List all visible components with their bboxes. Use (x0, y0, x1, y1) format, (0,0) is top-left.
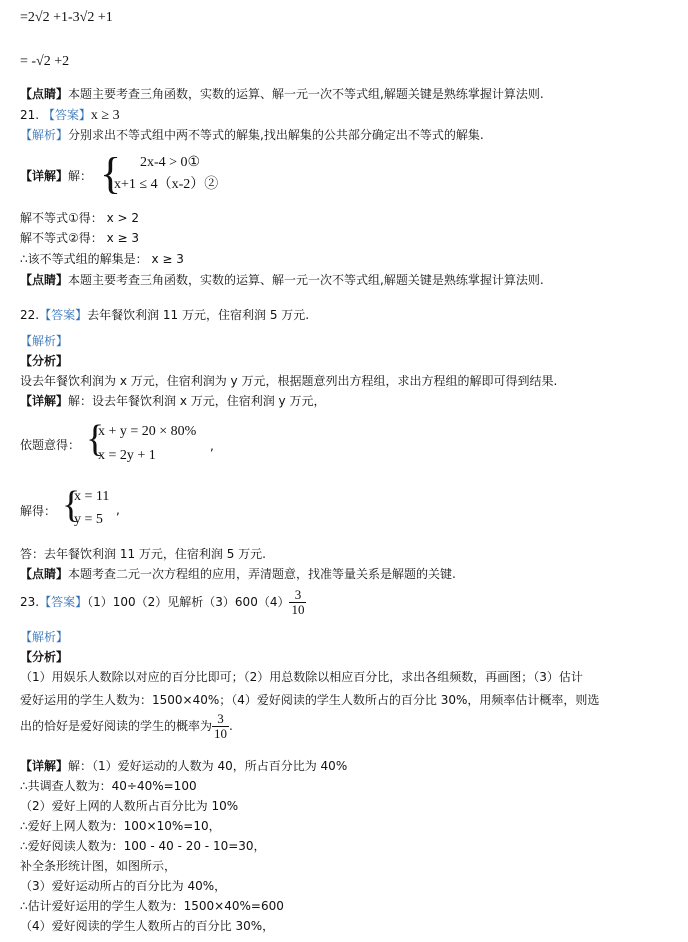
answer-tag: 【答案】 (39, 595, 88, 609)
answer-text: 去年餐饮利润 11 万元，住宿利润 5 万元. (87, 308, 310, 322)
question-number: 21. (20, 108, 43, 122)
step-line: （2）爱好上网的人数所占百分比为 10% (20, 799, 239, 813)
fraction (289, 588, 306, 617)
xiangjie-tag: 【详解】 (20, 169, 69, 183)
yitiyi-label: 依题意得： (20, 438, 81, 452)
comma: , (210, 439, 214, 453)
jiede-label: 解得： (20, 504, 57, 518)
answer-text: （1）100（2）见解析（3）600（4） (87, 595, 290, 609)
q23-fenxi-line: （1）用娱乐人数除以对应的百分比即可；（2）用总数除以相应百分比，求出各组频数，再画图；（3）估计 (20, 670, 583, 684)
dianjing-tag: 【点睛】 (20, 87, 69, 101)
step-line: （4）爱好阅读的学生人数所占的百分比 30%， (20, 919, 275, 933)
xiangjie-text: 解：设去年餐饮利润 x 万元，住宿利润 y 万元， (68, 394, 326, 408)
q22-fenxi: 设去年餐饮利润为 x 万元，住宿利润为 y 万元，根据题意列出方程组，求出方程组的解即可得到结果. (20, 374, 558, 388)
system-eq-1: x + y = 20 × 80% (98, 424, 197, 439)
step-line: 解不等式①得： x > 2 (20, 211, 139, 225)
expr-line-1: =2√2 +1-3√2 +1 (20, 10, 113, 25)
fenxi-text: 出的恰好是爱好阅读的学生的概率为 (20, 719, 213, 733)
period: . (229, 719, 233, 733)
dianjing-3 (20, 566, 456, 582)
brace-symbol: { (86, 418, 105, 460)
answer-tag: 【答案】 (39, 308, 88, 322)
jiexi-tag: 【解析】 (20, 128, 69, 142)
dianjing-tag: 【点睛】 (20, 273, 69, 287)
q23-xiangjie (20, 758, 347, 774)
fraction-denominator: 10 (214, 726, 228, 741)
system-eq-1: x = 11 (74, 489, 110, 504)
question-number: 22. (20, 308, 40, 322)
step-line: ∴共调查人数为：40÷40%=100 (20, 779, 197, 793)
jiexi-tag: 【解析】 (20, 630, 69, 644)
jiexi-tag: 【解析】 (20, 334, 69, 348)
xiangjie-text: 解：（1）爱好运动的人数为 40，所占百分比为 40% (68, 759, 348, 773)
q22-conclusion: 答：去年餐饮利润 11 万元，住宿利润 5 万元. (20, 547, 266, 561)
fraction-numerator: 3 (212, 712, 229, 727)
step-line: ∴估计爱好运用的学生人数为：1500×40%=600 (20, 899, 284, 913)
q23-fenxi-line (20, 711, 233, 741)
q22-answer (20, 307, 309, 323)
brace-symbol: { (62, 484, 81, 526)
dianjing-2 (20, 272, 544, 288)
xiangjie-tag: 【详解】 (20, 394, 69, 408)
dianjing-text: 本题主要考查三角函数，实数的运算、解一元一次不等式组,解题关键是熟练掌握计算法则. (68, 273, 544, 287)
q21-xiangjie (20, 168, 92, 184)
expr-line-2: = -√2 +2 (20, 54, 70, 69)
answer-text: x ≥ 3 (90, 108, 120, 123)
q23-fenxi-line: 爱好运用的学生人数为：1500×40%；（4）爱好阅读的学生人数所占的百分比 30%，用频率估计概率，则选 (20, 693, 600, 707)
step-line: ∴爱好阅读人数为：100 - 40 - 20 - 10=30， (20, 839, 266, 853)
dianjing-text: 本题主要考查三角函数，实数的运算、解一元一次不等式组,解题关键是熟练掌握计算法则. (68, 87, 544, 101)
fraction-numerator: 3 (289, 588, 306, 603)
system-eq-2: x = 2y + 1 (98, 448, 156, 463)
system-eq-2: x+1 ≤ 4（x-2）② (114, 177, 219, 192)
step-line: ∴爱好上网人数为：100×10%=10， (20, 819, 221, 833)
fraction (212, 712, 229, 741)
system-eq-2: y = 5 (74, 512, 103, 527)
q21-answer (20, 107, 120, 124)
step-line: 解不等式②得： x ≥ 3 (20, 231, 139, 245)
system-eq-1: 2x-4 > 0① (140, 155, 201, 170)
jie-label: 解： (68, 169, 93, 183)
answer-tag: 【答案】 (42, 108, 91, 122)
step-line: ∴该不等式组的解集是： x ≥ 3 (20, 252, 184, 266)
fraction-denominator: 10 (291, 602, 305, 617)
fenxi-tag: 【分析】 (20, 354, 69, 368)
q23-answer (20, 587, 306, 617)
question-number: 23. (20, 595, 40, 609)
step-line: （3）爱好运动所占的百分比为 40%， (20, 879, 227, 893)
brace-symbol: { (100, 149, 122, 198)
dianjing-tag: 【点睛】 (20, 567, 69, 581)
q21-jiexi (20, 127, 484, 143)
dianjing-text: 本题考查二元一次方程组的应用，弄清题意，找准等量关系是解题的关键. (68, 567, 456, 581)
step-line: 补全条形统计图，如图所示， (20, 859, 177, 873)
fenxi-tag: 【分析】 (20, 650, 69, 664)
xiangjie-tag: 【详解】 (20, 759, 69, 773)
dianjing-1 (20, 86, 544, 102)
q22-xiangjie (20, 393, 325, 409)
jiexi-text: 分别求出不等式组中两不等式的解集,找出解集的公共部分确定出不等式的解集. (68, 128, 484, 142)
comma: , (116, 503, 120, 517)
